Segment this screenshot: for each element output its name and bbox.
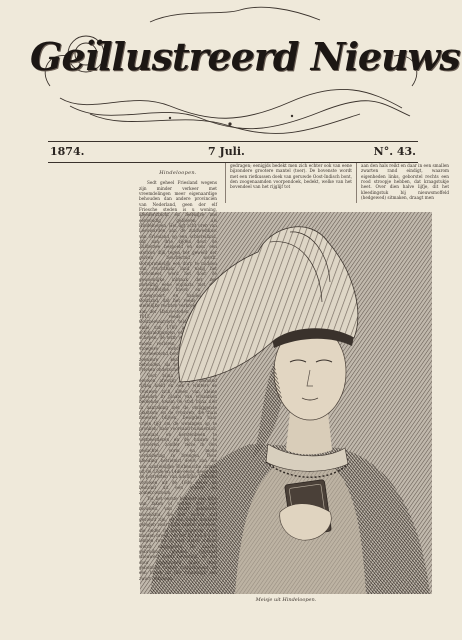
article-column-right xyxy=(361,163,449,199)
dateline-date: 7 Juli. xyxy=(208,145,245,158)
dateline-year: 1874. xyxy=(50,145,85,158)
article-paragraph: aan den hals reikt en daar in een smallen zwarten rand eindigt, waarom eigenheden links, geborstel rechts een rood stroopje hebben, dat kraagstukje heet. Over dien halve lijfje, dit het kleedingstuk bij nieuwsmoffeld (hedgewed) sitmaken, draagt men xyxy=(361,163,449,201)
engraving-illustration xyxy=(140,212,432,594)
column-rule xyxy=(356,163,357,203)
column-rule xyxy=(225,163,226,203)
article-paragraph: gedragen; eenigjds bedekt men zich echter ook van eene bijzondere grootere mantel (toer). De bovenste wordt met een rietkussen doek van geruwde Oost-Indisch bont, den zoogenaamden voorpendoek, bedekt, welke van het bovendeel van het rijglijf tot xyxy=(230,163,352,190)
article-paragraph: Sedt geheel Friesland wegens zijn minder verkeer met vreemdelingen meer eigenaardige behouden dan andere provinciën van Nederland, geen der elf Friesche steden is u woning, xyxy=(139,180,217,213)
portrait-engraving xyxy=(140,212,432,594)
masthead-title: Geïllustreerd Nieuws xyxy=(30,34,460,79)
dateline xyxy=(48,141,418,163)
illustration-caption: Meisje uit Hindeloopen. xyxy=(255,597,317,603)
masthead xyxy=(30,6,460,134)
article-heading: Hindeloopen. xyxy=(159,170,197,176)
dateline-issue-number: N°. 43. xyxy=(373,145,416,158)
article-column-middle xyxy=(230,163,352,199)
